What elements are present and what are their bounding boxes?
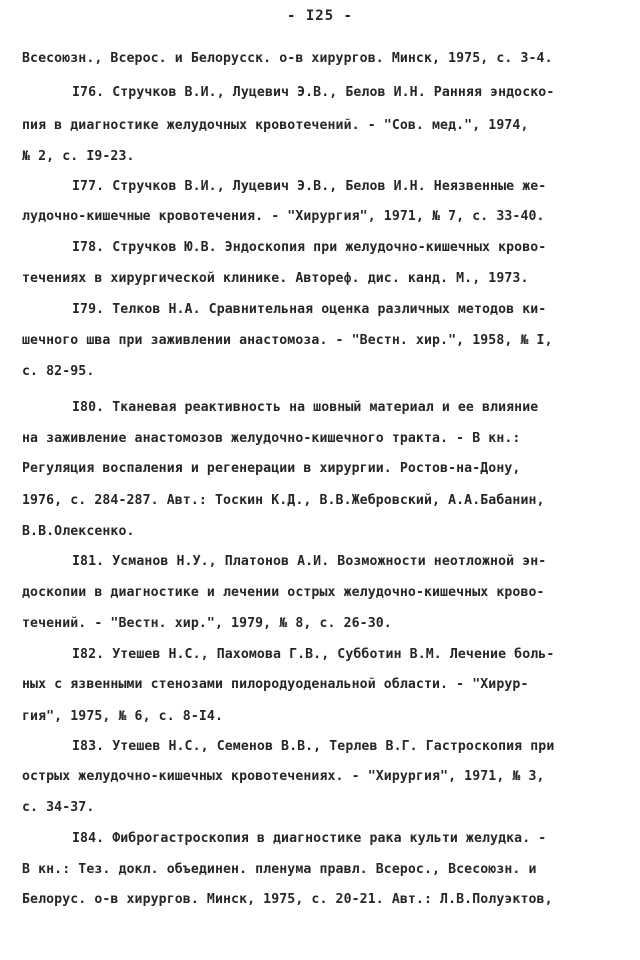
entry-183-line-2: острых желудочно-кишечных кровотечениях. - "Хирургия", 1971, № 3, (22, 769, 545, 784)
entry-178-line-1: I78. Стручков Ю.В. Эндоскопия при желудочно-кишечных крово- (72, 240, 547, 255)
entry-181-line-3: течений. - "Вестн. хир.", 1979, № 8, с. 26-30. (22, 616, 392, 631)
entry-176-line-2: пия в диагностике желудочных кровотечений. - "Сов. мед.", 1974, (22, 118, 529, 133)
entry-176-line-3: № 2, с. I9-23. (22, 149, 135, 164)
entry-183-line-3: с. 34-37. (22, 800, 95, 815)
entry-180-line-5: В.В.Олексенко. (22, 524, 135, 539)
entry-184-line-1: I84. Фиброгастроскопия в диагностике рака культи желудка. - (72, 831, 547, 846)
entry-182-line-3: гия", 1975, № 6, с. 8-I4. (22, 709, 223, 724)
entry-177-line-2: лудочно-кишечные кровотечения. - "Хирургия", 1971, № 7, с. 33-40. (22, 209, 545, 224)
entry-181-line-2: доскопии в диагностике и лечении острых желудочно-кишечных крово- (22, 585, 545, 600)
entry-183-line-1: I83. Утешев Н.С., Семенов В.В., Терлев В.Г. Гастроскопия при (72, 739, 555, 754)
entry-184-line-3: Белорус. о-в хирургов. Минск, 1975, с. 20-21. Авт.: Л.В.Полуэктов, (22, 892, 553, 907)
entry-179-line-2: шечного шва при заживлении анастомоза. - "Вестн. хир.", 1958, № I, (22, 333, 553, 348)
page-number: - I25 - (286, 8, 353, 24)
entry-182-line-1: I82. Утешев Н.С., Пахомова Г.В., Субботин В.М. Лечение боль- (72, 647, 555, 662)
entry-184-line-2: В кн.: Тез. докл. объединен. пленума правл. Всерос., Всесоюзн. и (22, 862, 537, 877)
entry-177-line-1: I77. Стручков В.И., Луцевич Э.В., Белов И.Н. Неязвенные же- (72, 179, 547, 194)
entry-176-line-1: I76. Стручков В.И., Луцевич Э.В., Белов И.Н. Ранняя эндоско- (72, 85, 555, 100)
entry-179-line-3: с. 82-95. (22, 364, 95, 379)
entry-182-line-2: ных с язвенными стенозами пилородуоденальной области. - "Хирур- (22, 677, 529, 692)
entry-178-line-2: течениях в хирургической клинике. Автореф. дис. канд. М., 1973. (22, 271, 529, 286)
entry-180-line-3: Регуляция воспаления и регенерации в хирургии. Ростов-на-Дону, (22, 461, 521, 476)
entry-180-line-1: I80. Тканевая реактивность на шовный материал и ее влияние (72, 400, 539, 415)
entry-180-line-2: на заживление анастомозов желудочно-кишечного тракта. - В кн.: (22, 431, 521, 446)
entry-181-line-1: I81. Усманов Н.У., Платонов А.И. Возможности неотложной эн- (72, 554, 547, 569)
entry-180-line-4: 1976, с. 284-287. Авт.: Тоскин К.Д., В.В.Жебровский, А.А.Бабанин, (22, 493, 545, 508)
text-line: Всесоюзн., Всерос. и Белорусск. о-в хирургов. Минск, 1975, с. 3-4. (22, 51, 553, 66)
entry-179-line-1: I79. Телков Н.А. Сравнительная оценка различных методов ки- (72, 302, 547, 317)
